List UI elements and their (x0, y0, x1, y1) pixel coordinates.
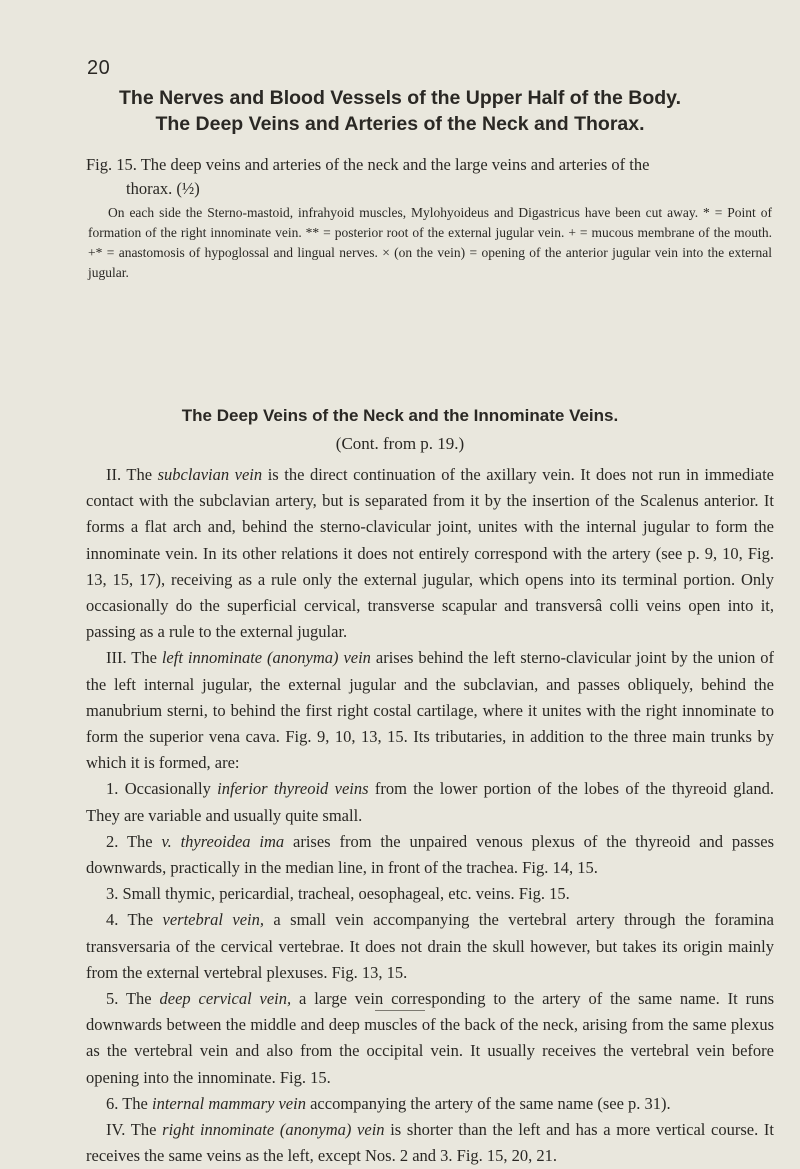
figure-caption (86, 153, 776, 201)
term-deep-cervical-vein: deep cervical vein, (159, 989, 292, 1009)
term-subclavian-vein: subclavian vein (157, 465, 263, 484)
paragraph-left-innominate: III. The left innominate (anonyma) vein arises behind the left sterno-clavicular joint by the union of the left internal jugular, the external jugular and the subclavian, and passes obliquely, behind the manubrium sterni, to behind the first right costal cartilage, where it unites with the right innominate to form the superior vena cava. Fig. 9, 10, 13, 15. Its tributaries, in addition to the three main trunks by which it is formed, are: (86, 648, 775, 773)
list-item-small-veins: 3. Small thymic, pericardial, tracheal, oesophageal, etc. veins. Fig. 15. (106, 884, 570, 904)
section-divider-rule (375, 1010, 425, 1011)
figure-caption-line1: The deep veins and arteries of the neck and the large veins and arteries of the (140, 155, 650, 174)
page-number: 20 (87, 57, 111, 79)
list-item-vertebral: 4. The vertebral vein, a small vein accompanying the vertebral artery through the foramina transversaria of the cervical vertebrae. It does not drain the skull however, but takes its origin mainly from the external vertebral plexuses. Fig. 13, 15. (86, 910, 774, 982)
section-heading: The Deep Veins of the Neck and the Innominate Veins. (181, 406, 619, 425)
page-subtitle: The Deep Veins and Arteries of the Neck and Thorax. (155, 113, 645, 135)
section-continuation: (Cont. from p. 19.) (335, 434, 465, 453)
paragraph-right-innominate: IV. The right innominate (anonyma) vein is shorter than the left and has a more vertical course. It receives the same veins as the left, except Nos. 2 and 3. Fig. 15, 20, 21. (86, 1120, 775, 1166)
paragraph-subclavian: II. The subclavian vein is the direct continuation of the axillary vein. It does not run in immediate contact with the subclavian artery, but is separated from it by the insertion of the Scalenus anterior. It forms a flat arch and, behind the sterno-clavicular joint, unites with the internal jugular to form the innominate vein. In its other relations it does not entirely correspond with the artery (see p. 9, 10, Fig. 13, 15, 17), receiving as a rule only the external jugular, which opens into its terminal portion. Only occasionally do the superficial cervical, transverse scapular and transversâ colli veins open into it, passing as a rule to the external jugular. (86, 465, 775, 642)
term-thyreoidea-ima: v. thyreoidea ima (161, 831, 285, 851)
body-text (86, 462, 774, 1169)
list-item-deep-cervical: 5. The deep cervical vein, a large vein corresponding to the artery of the same name. It runs downwards between the middle and deep muscles of the back of the neck, arising from the same plexus as the vertebral vein and also from the occipital vein. It usually receives the vertebral vein before opening into the innominate. Fig. 15. (86, 989, 775, 1087)
term-left-innominate-vein: left innominate (anonyma) vein (161, 648, 371, 668)
term-vertebral-vein: vertebral vein, (162, 910, 265, 930)
list-item-internal-mammary: 6. The internal mammary vein accompanying the artery of the same name (see p. 31). (106, 1093, 671, 1113)
term-internal-mammary-vein: internal mammary vein (151, 1093, 306, 1113)
list-item-thyreoidea-ima: 2. The v. thyreoidea ima arises from the unpaired venous plexus of the thyreoid and passes downwards, practically in the median line, in front of the trachea. Fig. 14, 15. (86, 831, 774, 878)
term-right-innominate-vein: right innominate (anonyma) vein (162, 1120, 385, 1140)
figure-label: Fig. 15. (86, 155, 137, 174)
list-item-inferior-thyreoid: 1. Occasionally inferior thyreoid veins from the lower portion of the lobes of the thyreoid gland. They are variable and usually quite small. (86, 779, 774, 825)
figure-caption-line2: thorax. (½) (126, 179, 200, 198)
term-inferior-thyreoid-veins: inferior thyreoid veins (217, 779, 369, 799)
page-title: The Nerves and Blood Vessels of the Upper Half of the Body. (119, 87, 681, 109)
figure-note: On each side the Sterno-mastoid, infrahyoid muscles, Mylohyoideus and Digastricus have been cut away. * = Point of formation of the right innominate vein. ** = posterior root of the external jugular vein. + = mucous membrane of the mouth. +* = anastomosis of hypoglossal and lingual nerves. × (on the vein) = opening of the anterior jugular vein into the external jugular. (88, 205, 772, 280)
